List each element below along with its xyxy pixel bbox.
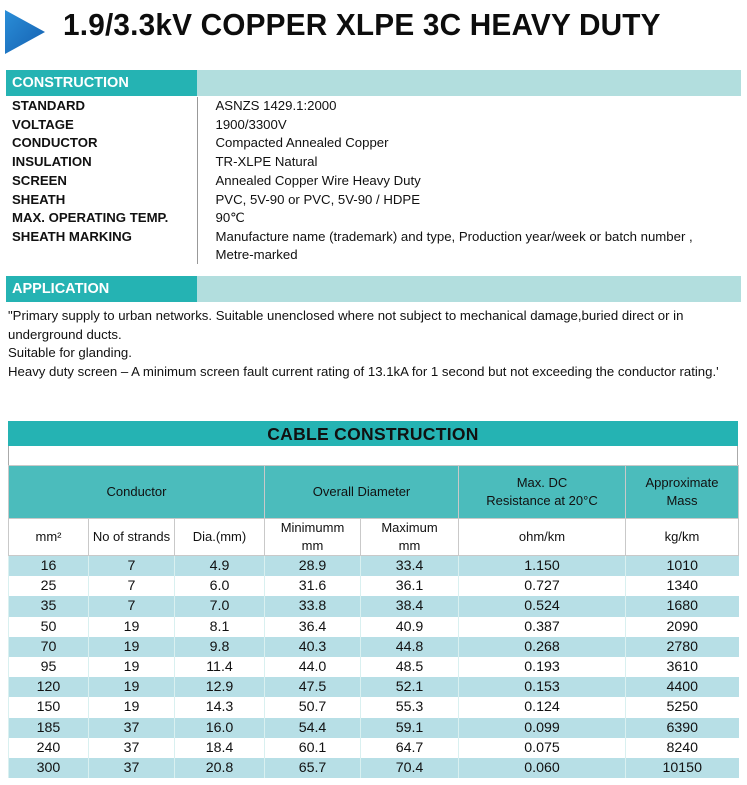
unit-max xyxy=(361,519,459,556)
cell-max-diameter: 33.4 xyxy=(361,556,459,577)
cell-min-diameter: 40.3 xyxy=(265,637,361,657)
cell-max-diameter: 59.1 xyxy=(361,718,459,738)
construction-value: 1900/3300V xyxy=(215,116,287,132)
cell-resistance: 0.727 xyxy=(459,576,626,596)
cell-strands: 19 xyxy=(89,657,175,677)
cell-size: 95 xyxy=(9,657,89,677)
cell-resistance: 0.193 xyxy=(459,657,626,677)
cell-min-diameter: 54.4 xyxy=(265,718,361,738)
cell-resistance: 0.124 xyxy=(459,697,626,717)
cell-max-diameter: 64.7 xyxy=(361,738,459,758)
cell-resistance: 0.060 xyxy=(459,758,626,778)
construction-value: ASNZS 1429.1:2000 xyxy=(215,98,337,113)
construction-row xyxy=(6,209,741,228)
cell-size: 35 xyxy=(9,596,89,616)
cell-resistance: 1.150 xyxy=(459,556,626,577)
cell-max-diameter: 44.8 xyxy=(361,637,459,657)
construction-key: INSULATION xyxy=(6,153,197,172)
table-row xyxy=(9,677,739,697)
cell-strands: 37 xyxy=(89,758,175,778)
construction-value: 90℃ xyxy=(215,210,245,226)
cell-max-diameter: 70.4 xyxy=(361,758,459,778)
construction-key: SCREEN xyxy=(6,172,197,191)
header-mass-line2: Mass xyxy=(666,493,698,508)
cell-mass: 1340 xyxy=(626,576,739,596)
unit-ohm: ohm/km xyxy=(459,519,626,556)
table-row xyxy=(9,657,739,677)
application-line: Heavy duty screen – A minimum screen fault current rating of 13.1kA for 1 second but not exceeding the conductor rating.' xyxy=(8,363,719,379)
cell-mass: 6390 xyxy=(626,718,739,738)
cell-size: 70 xyxy=(9,637,89,657)
cell-size: 185 xyxy=(9,718,89,738)
application-line: underground ducts. xyxy=(8,326,122,342)
construction-row xyxy=(6,116,741,135)
cell-resistance: 0.075 xyxy=(459,738,626,758)
cable-construction-block xyxy=(8,421,738,778)
cell-mass: 1010 xyxy=(626,556,739,577)
unit-min-line1: Minimumm xyxy=(280,520,345,535)
cell-dia: 14.3 xyxy=(175,697,265,717)
cell-min-diameter: 33.8 xyxy=(265,596,361,616)
cell-strands: 7 xyxy=(89,596,175,616)
cell-size: 50 xyxy=(9,617,89,637)
cell-size: 150 xyxy=(9,697,89,717)
construction-row xyxy=(6,97,741,116)
cell-min-diameter: 60.1 xyxy=(265,738,361,758)
cell-strands: 37 xyxy=(89,738,175,758)
unit-kg: kg/km xyxy=(626,519,739,556)
cell-max-diameter: 36.1 xyxy=(361,576,459,596)
application-section-bar xyxy=(6,276,741,302)
table-row xyxy=(9,697,739,717)
construction-row xyxy=(6,134,741,153)
cell-size: 300 xyxy=(9,758,89,778)
page-header xyxy=(0,0,747,60)
table-row xyxy=(9,738,739,758)
cell-dia: 11.4 xyxy=(175,657,265,677)
unit-max-line1: Maximum xyxy=(381,520,438,535)
cell-dia: 8.1 xyxy=(175,617,265,637)
header-resistance-line1: Max. DC xyxy=(516,475,568,490)
header-conductor: Conductor xyxy=(9,466,265,519)
cell-resistance: 0.387 xyxy=(459,617,626,637)
construction-key: SHEATH xyxy=(6,191,197,210)
cell-mass: 2090 xyxy=(626,617,739,637)
header-resistance xyxy=(459,466,626,519)
cable-table xyxy=(8,465,739,778)
construction-value: Annealed Copper Wire Heavy Duty xyxy=(215,172,421,188)
construction-key: VOLTAGE xyxy=(6,116,197,135)
unit-strands: No of strands xyxy=(89,519,175,556)
cell-strands: 7 xyxy=(89,576,175,596)
unit-min xyxy=(265,519,361,556)
cell-resistance: 0.268 xyxy=(459,637,626,657)
cell-strands: 19 xyxy=(89,677,175,697)
cell-max-diameter: 52.1 xyxy=(361,677,459,697)
blue-triangle-icon xyxy=(5,10,45,54)
cell-min-diameter: 65.7 xyxy=(265,758,361,778)
construction-key: MAX. OPERATING TEMP. xyxy=(6,209,197,228)
construction-value: PVC, 5V-90 or PVC, 5V-90 / HDPE xyxy=(215,191,420,207)
cell-dia: 16.0 xyxy=(175,718,265,738)
cell-strands: 7 xyxy=(89,556,175,577)
header-mass-line1: Approximate xyxy=(645,475,719,490)
application-line: Suitable for glanding. xyxy=(8,345,132,360)
construction-row xyxy=(6,153,741,172)
header-mass xyxy=(626,466,739,519)
table-row xyxy=(9,576,739,596)
table-row xyxy=(9,758,739,778)
header-overall-diameter: Overall Diameter xyxy=(265,466,459,519)
marking-line: Manufacture name (trademark) and type, Production year/week or batch number , xyxy=(215,228,693,244)
cell-resistance: 0.524 xyxy=(459,596,626,616)
cell-size: 120 xyxy=(9,677,89,697)
construction-section-bar xyxy=(6,70,741,96)
cell-dia: 7.0 xyxy=(175,596,265,616)
cable-table-title: CABLE CONSTRUCTION xyxy=(8,421,738,446)
table-row xyxy=(9,596,739,616)
cell-max-diameter: 48.5 xyxy=(361,657,459,677)
cell-strands: 19 xyxy=(89,697,175,717)
cell-min-diameter: 47.5 xyxy=(265,677,361,697)
construction-label: CONSTRUCTION xyxy=(6,70,197,96)
cell-dia: 20.8 xyxy=(175,758,265,778)
cell-min-diameter: 28.9 xyxy=(265,556,361,577)
application-text xyxy=(8,307,747,381)
cell-strands: 37 xyxy=(89,718,175,738)
cell-mass: 8240 xyxy=(626,738,739,758)
construction-value: TR-XLPE Natural xyxy=(215,154,318,170)
header-resistance-line2: Resistance at 20°C xyxy=(486,493,598,508)
cell-dia: 6.0 xyxy=(175,576,265,596)
construction-key: CONDUCTOR xyxy=(6,134,197,153)
unit-max-line2: mm xyxy=(398,538,421,553)
unit-mm2: mm² xyxy=(9,519,89,556)
cell-min-diameter: 36.4 xyxy=(265,617,361,637)
cell-min-diameter: 31.6 xyxy=(265,576,361,596)
cell-min-diameter: 44.0 xyxy=(265,657,361,677)
application-label: APPLICATION xyxy=(6,276,197,302)
construction-value: Compacted Annealed Copper xyxy=(215,135,389,151)
cell-mass: 1680 xyxy=(626,596,739,616)
construction-key: STANDARD xyxy=(6,97,197,116)
cell-dia: 18.4 xyxy=(175,738,265,758)
cell-max-diameter: 55.3 xyxy=(361,697,459,717)
cell-strands: 19 xyxy=(89,637,175,657)
construction-value xyxy=(197,228,741,264)
cell-dia: 4.9 xyxy=(175,556,265,577)
unit-min-line2: mm xyxy=(301,538,324,553)
cell-size: 25 xyxy=(9,576,89,596)
cell-size: 240 xyxy=(9,738,89,758)
table-row xyxy=(9,718,739,738)
cell-dia: 9.8 xyxy=(175,637,265,657)
cell-max-diameter: 40.9 xyxy=(361,617,459,637)
application-line: "Primary supply to urban networks. Suitable unenclosed where not subject to mechanical damage,buried direct or in xyxy=(8,308,684,323)
cell-size: 16 xyxy=(9,556,89,577)
construction-row xyxy=(6,228,741,264)
cell-mass: 4400 xyxy=(626,677,739,697)
table-row xyxy=(9,637,739,657)
table-row xyxy=(9,556,739,577)
spacer xyxy=(8,446,738,465)
construction-row xyxy=(6,172,741,191)
unit-dia: Dia.(mm) xyxy=(175,519,265,556)
cell-mass: 3610 xyxy=(626,657,739,677)
cell-min-diameter: 50.7 xyxy=(265,697,361,717)
cell-mass: 5250 xyxy=(626,697,739,717)
construction-row xyxy=(6,191,741,210)
page-title: 1.9/3.3kV COPPER XLPE 3C HEAVY DUTY xyxy=(63,7,661,42)
table-row xyxy=(9,617,739,637)
construction-key: SHEATH MARKING xyxy=(6,228,197,264)
cell-resistance: 0.153 xyxy=(459,677,626,697)
cell-max-diameter: 38.4 xyxy=(361,596,459,616)
cell-mass: 10150 xyxy=(626,758,739,778)
cell-dia: 12.9 xyxy=(175,677,265,697)
cell-mass: 2780 xyxy=(626,637,739,657)
marking-line: Metre-marked xyxy=(215,246,298,262)
cell-strands: 19 xyxy=(89,617,175,637)
construction-table xyxy=(6,97,741,264)
cell-resistance: 0.099 xyxy=(459,718,626,738)
